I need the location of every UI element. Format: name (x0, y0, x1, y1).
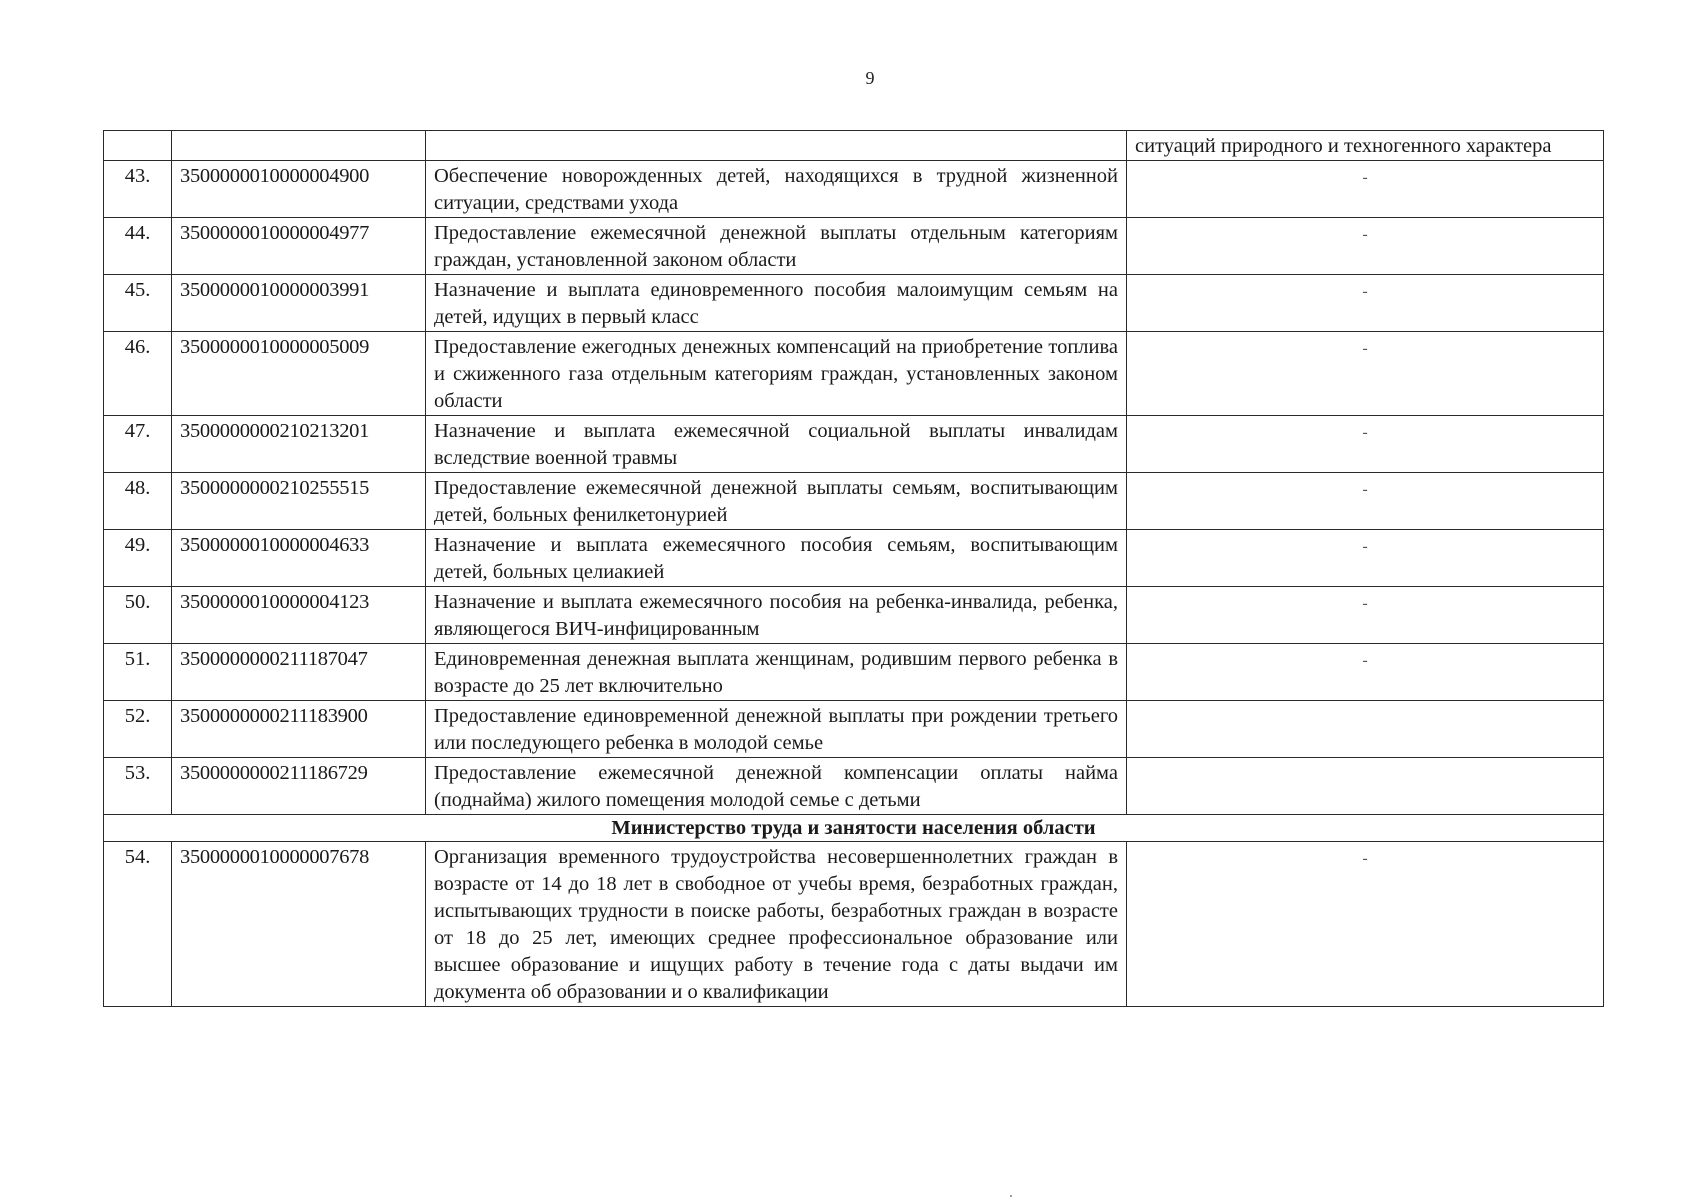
section-title: Министерство труда и занятости населения области (104, 815, 1604, 842)
cell-num: 52. (104, 701, 172, 758)
section-header-row (104, 815, 1604, 842)
cell-code: 3500000010000007678 (172, 842, 426, 1007)
cell-extra (1127, 842, 1604, 1007)
cell-num: 44. (104, 218, 172, 275)
table-row (104, 275, 1604, 332)
dash-mark: - (1362, 652, 1368, 669)
cell-code: 3500000010000004900 (172, 161, 426, 218)
cell-code: 3500000010000003991 (172, 275, 426, 332)
cell-name (426, 131, 1127, 161)
dash-mark: - (1362, 226, 1368, 243)
scan-artifact (1010, 1195, 1012, 1197)
cell-name: Предоставление ежемесячной денежной выплаты семьям, воспитывающим детей, больных фенилкетонурией (426, 473, 1127, 530)
cell-extra (1127, 332, 1604, 416)
table-row (104, 161, 1604, 218)
table-row (104, 416, 1604, 473)
cell-code: 3500000000210213201 (172, 416, 426, 473)
cell-name: Обеспечение новорожденных детей, находящихся в трудной жизненной ситуации, средствами ухода (426, 161, 1127, 218)
dash-mark: - (1362, 850, 1368, 867)
table-row-continuation (104, 131, 1604, 161)
cell-num: 48. (104, 473, 172, 530)
cell-name: Назначение и выплата единовременного пособия малоимущим семьям на детей, идущих в первый класс (426, 275, 1127, 332)
cell-name: Организация временного трудоустройства несовершеннолетних граждан в возрасте от 14 до 18 лет в свободное от учебы время, безработных граждан, испытывающих трудности в поиске работы, безработных граждан в возрасте от 18 до 25 лет, имеющих среднее профессиональное образование или высшее образование и ищущих работу в течение года с даты выдачи им документа об образовании и о квалификации (426, 842, 1127, 1007)
cell-name: Предоставление единовременной денежной выплаты при рождении третьего или последующего ребенка в молодой семье (426, 701, 1127, 758)
cell-code: 3500000010000005009 (172, 332, 426, 416)
cell-num: 53. (104, 758, 172, 815)
cell-code (172, 131, 426, 161)
cell-extra (1127, 218, 1604, 275)
cell-extra (1127, 587, 1604, 644)
cell-extra (1127, 473, 1604, 530)
cell-extra (1127, 161, 1604, 218)
table-row (104, 842, 1604, 1007)
cell-num: 49. (104, 530, 172, 587)
table-row (104, 473, 1604, 530)
cell-code: 3500000010000004633 (172, 530, 426, 587)
cell-num: 50. (104, 587, 172, 644)
dash-mark: - (1362, 340, 1368, 357)
dash-mark: - (1362, 538, 1368, 555)
cell-code: 3500000000211187047 (172, 644, 426, 701)
table-row (104, 587, 1604, 644)
dash-mark: - (1362, 283, 1368, 300)
cell-code: 3500000010000004123 (172, 587, 426, 644)
table-row (104, 644, 1604, 701)
page-number: 9 (865, 68, 875, 88)
table-row (104, 758, 1604, 815)
cell-code: 3500000010000004977 (172, 218, 426, 275)
cell-extra (1127, 275, 1604, 332)
cell-name: Предоставление ежегодных денежных компенсаций на приобретение топлива и сжиженного газа отдельным категориям граждан, установленных законом области (426, 332, 1127, 416)
cell-num: 43. (104, 161, 172, 218)
table-rows (104, 161, 1604, 815)
cell-extra (1127, 416, 1604, 473)
cell-code: 3500000000211186729 (172, 758, 426, 815)
cell-name: Назначение и выплата ежемесячного пособия на ребенка-инвалида, ребенка, являющегося ВИЧ-инфицированным (426, 587, 1127, 644)
table-row (104, 332, 1604, 416)
cell-extra (1127, 644, 1604, 701)
cell-num (104, 131, 172, 161)
cell-name: Единовременная денежная выплата женщинам, родившим первого ребенка в возрасте до 25 лет включительно (426, 644, 1127, 701)
dash-mark: - (1362, 481, 1368, 498)
cell-extra (1127, 758, 1604, 815)
cell-num: 46. (104, 332, 172, 416)
cell-name: Назначение и выплата ежемесячного пособия семьям, воспитывающим детей, больных целиакией (426, 530, 1127, 587)
dash-mark: - (1362, 595, 1368, 612)
cell-name: Предоставление ежемесячной денежной выплаты отдельным категориям граждан, установленной законом области (426, 218, 1127, 275)
cell-code: 3500000000210255515 (172, 473, 426, 530)
table-row (104, 701, 1604, 758)
cell-num: 51. (104, 644, 172, 701)
cell-num: 47. (104, 416, 172, 473)
cell-extra: ситуаций природного и техногенного характера (1127, 131, 1604, 161)
cell-code: 3500000000211183900 (172, 701, 426, 758)
dash-mark: - (1362, 169, 1368, 186)
cell-extra (1127, 530, 1604, 587)
cell-num: 54. (104, 842, 172, 1007)
cell-name: Предоставление ежемесячной денежной компенсации оплаты найма (поднайма) жилого помещения молодой семье с детьми (426, 758, 1127, 815)
cell-name: Назначение и выплата ежемесячной социальной выплаты инвалидам вследствие военной травмы (426, 416, 1127, 473)
table-row (104, 218, 1604, 275)
table-row (104, 530, 1604, 587)
cell-num: 45. (104, 275, 172, 332)
services-registry-table (103, 130, 1604, 1007)
dash-mark: - (1362, 424, 1368, 441)
cell-extra (1127, 701, 1604, 758)
